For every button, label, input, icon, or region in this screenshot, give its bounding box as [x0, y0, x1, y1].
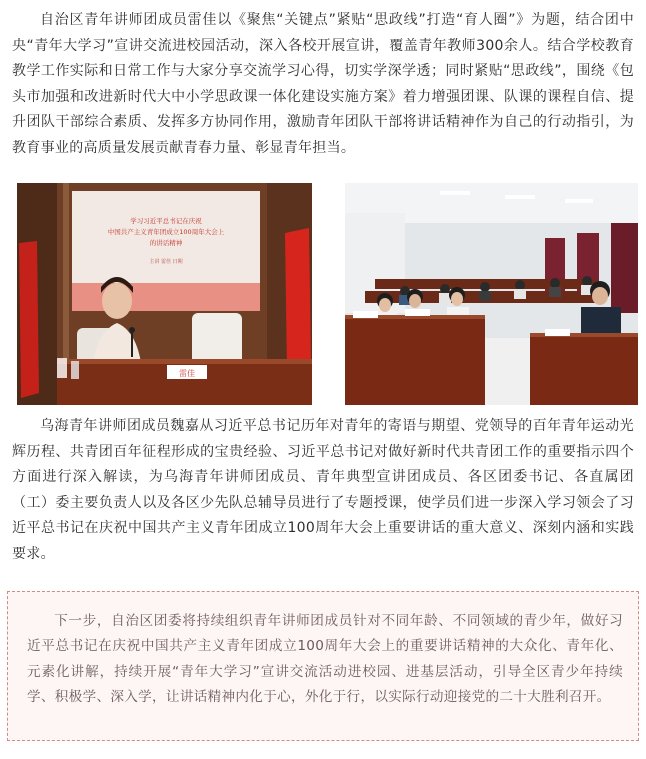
audience-scene [345, 183, 638, 405]
screen-title-3: 的讲话精神 [149, 239, 183, 247]
screen-title-1: 学习习近平总书记在庆祝 [130, 217, 202, 225]
left-flag [19, 241, 39, 398]
screen-subtitle: 主讲 雷佳 日期 [149, 259, 183, 265]
article-paragraph-1: 自治区青年讲师团成员雷佳以《聚焦“关键点”紧贴“思政线”打造“育人圈”》为题，结合团中央“青年大学习”宣讲交流进校园活动，深入各校开展宣讲，覆盖青年教师300余人。结合学校教育教学工作实际和日常工作与大家分享交流学习心得，切实学深学透；同时紧贴“思政线”，围绕《包头市加强和改进新时代大中小学思政课一体化建设实施方案》着力增强团课、队课的课程自信、提升团队干部综合素质、发挥多方协同作用，激励青年团队干部将讲话精神作为自己的行动指引，为教育事业的高质量发展贡献青春力量、彰显青年担当。 [12, 12, 634, 156]
desk-left [345, 315, 485, 405]
curtain-3 [611, 223, 638, 313]
right-flag [285, 228, 311, 373]
article-paragraph-2: 乌海青年讲师团成员魏嘉从习近平总书记历年对青年的寄语与期望、党领导的百年青年运动光辉历程、共青团百年征程形成的宝贵经验、习近平总书记对做好新时代共青团工作的重要指示四个方面进行深入解读，为乌海青年讲师团成员、青年典型宣讲团成员、各区团委书记、各直属团（工）委主要负责人以及各区少先队总辅导员进行了专题授课，使学员们进一步深入学习领会了习近平总书记在庆祝中国共产主义青年团成立100周年大会上重要讲话的重大意义、深刻内涵和实践要求。 [12, 418, 634, 562]
callout-text: 下一步，自治区团委将持续组织青年讲师团成员针对不同年龄、不同领域的青少年，做好习近平总书记在庆祝中国共产主义青年团成立100周年大会上的重要讲话精神的大众化、青年化、元素化讲解，持续开展“青年大学习”宣讲交流活动进校园、进基层活动，引导全区青少年持续学、积极学、深入学，让讲话精神内化于心，外化于行，以实际行动迎接党的二十大胜利召开。 [27, 613, 623, 706]
desk-right [530, 333, 638, 405]
screen-title-2: 中国共产主义青年团成立100周年大会上 [107, 228, 225, 236]
lecture-photo-audience [345, 183, 638, 405]
lecture-photo-speaker [17, 183, 312, 405]
nameplate-text: 雷佳 [179, 369, 195, 378]
speaker-scene [17, 183, 312, 405]
